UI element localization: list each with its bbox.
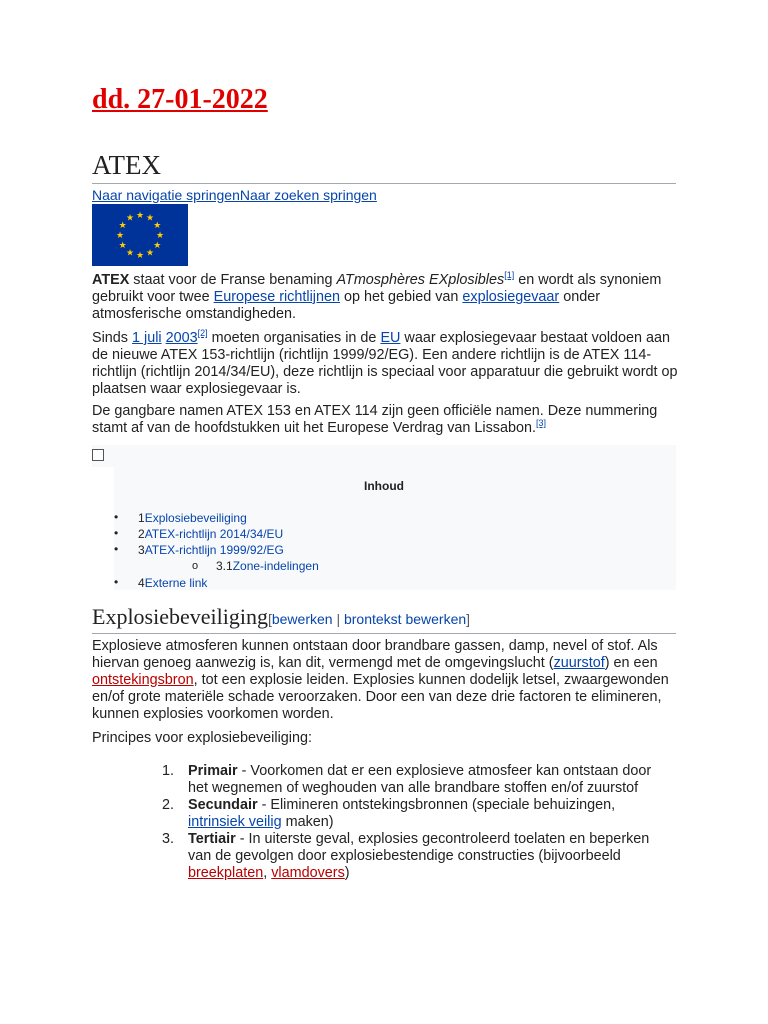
separator: , bbox=[263, 865, 272, 881]
list-number: 1. bbox=[162, 763, 175, 779]
ontstekingsbron-link[interactable]: ontstekingsbron bbox=[92, 672, 194, 688]
toc-num: 3.1 bbox=[216, 559, 233, 573]
text: , tot een explosie leiden. Explosies kunnen dodelijk letsel, zwaargewonden en/of grote materiële schade veroorzaken. Door een van deze drie factoren te elimineren, kunnen explosies voorkomen worden. bbox=[92, 672, 669, 722]
flag-star-icon: ★ bbox=[125, 212, 135, 223]
flag-star-icon: ★ bbox=[145, 247, 155, 258]
list-text: - In uiterste geval, explosies gecontroleerd toelaten en beperken van de gevolgen door explosiebestendige constructies (bijvoorbeeld bbox=[188, 831, 650, 864]
text: Explosieve atmosferen kunnen ontstaan door brandbare gassen, damp, nevel of stof. Als hiervan genoeg aanwezig is, kan dit, vermengd met de omgevingslucht ( bbox=[92, 638, 658, 671]
list-number: 2. bbox=[162, 797, 175, 813]
list-number: 3. bbox=[162, 831, 175, 847]
table-of-contents bbox=[92, 445, 676, 590]
ref-3-link[interactable]: [3] bbox=[536, 418, 547, 429]
jump-to-search-link[interactable]: Naar zoeken springen bbox=[239, 187, 377, 203]
ref-2-link[interactable]: [2] bbox=[197, 328, 208, 339]
toc-num: 1 bbox=[138, 511, 145, 525]
eu-flag-stars bbox=[92, 204, 188, 266]
section-paragraph-1 bbox=[92, 638, 682, 723]
europese-richtlijnen-link[interactable]: Europese richtlijnen bbox=[213, 289, 340, 305]
list-text: - Voorkomen dat er een explosieve atmosfeer kan ontstaan door het wegnemen of weghouden van alle brandbare stoffen en/of zuurstof bbox=[188, 763, 652, 796]
flag-star-icon: ★ bbox=[135, 210, 145, 220]
eu-link[interactable]: EU bbox=[380, 330, 401, 346]
list-text: maken) bbox=[281, 814, 334, 830]
text: staat voor de Franse benaming bbox=[129, 272, 337, 288]
bullet-icon: • bbox=[114, 510, 119, 524]
toc-label: ATEX-richtlijn 1999/92/EG bbox=[144, 543, 284, 557]
1-juli-link[interactable]: 1 juli bbox=[132, 330, 162, 346]
list-item-secundair bbox=[92, 797, 658, 831]
french-term: ATmosphères EXplosibles bbox=[336, 272, 505, 288]
flag-star-icon: ★ bbox=[155, 230, 165, 240]
text: De gangbare namen ATEX 153 en ATEX 114 zijn geen officiële namen. Deze nummering stamt af van de hoofdstukken uit het Europese Verdrag van Lissabon. bbox=[92, 403, 658, 436]
bracket: ] bbox=[466, 611, 471, 627]
list-term: Secundair bbox=[188, 797, 258, 813]
toc-label: Explosiebeveiliging bbox=[144, 511, 247, 525]
explosiegevaar-link[interactable]: explosiegevaar bbox=[462, 289, 560, 305]
2003-link[interactable]: 2003 bbox=[165, 330, 198, 346]
principles-list bbox=[92, 763, 682, 882]
toc-item-4[interactable] bbox=[114, 575, 208, 590]
edit-source-link[interactable]: brontekst bewerken bbox=[343, 611, 467, 627]
toc-label: ATEX-richtlijn 2014/34/EU bbox=[144, 527, 284, 541]
bullet-icon: • bbox=[114, 575, 119, 589]
vlamdovers-link[interactable]: vlamdovers bbox=[271, 865, 345, 881]
circle-bullet-icon: o bbox=[192, 560, 199, 572]
flag-star-icon: ★ bbox=[153, 240, 162, 250]
list-item-primair bbox=[92, 763, 658, 797]
toc-num: 2 bbox=[138, 527, 145, 541]
flag-star-icon: ★ bbox=[135, 250, 145, 260]
intro-paragraph-3 bbox=[92, 403, 682, 437]
text: en wordt als synoniem gebruikt voor twee bbox=[92, 272, 662, 305]
flag-star-icon: ★ bbox=[115, 230, 125, 240]
toc-item-3[interactable] bbox=[114, 542, 284, 557]
flag-star-icon: ★ bbox=[118, 220, 127, 230]
intrinsiek-veilig-link[interactable]: intrinsiek veilig bbox=[188, 814, 282, 830]
edit-link[interactable]: bewerken bbox=[271, 611, 333, 627]
toc-item-3-1[interactable] bbox=[192, 559, 319, 573]
bullet-icon: • bbox=[114, 542, 119, 556]
edit-links bbox=[268, 611, 470, 627]
eu-flag-image bbox=[92, 204, 188, 266]
section-paragraph-2: Principes voor explosiebeveiliging: bbox=[92, 730, 312, 746]
toc-num: 4 bbox=[138, 576, 145, 590]
toc-label: Zone-indelingen bbox=[232, 559, 319, 573]
text: onder atmosferische omstandigheden. bbox=[92, 289, 601, 322]
intro-paragraph-1 bbox=[92, 272, 682, 323]
toc-label: Externe link bbox=[144, 576, 208, 590]
flag-star-icon: ★ bbox=[118, 240, 127, 250]
list-item-tertiair bbox=[92, 831, 658, 882]
toc-item-1[interactable] bbox=[114, 510, 247, 525]
list-term: Primair bbox=[188, 763, 238, 779]
section-heading-explosiebeveiliging bbox=[92, 604, 676, 634]
heading-text: Explosiebeveiliging bbox=[92, 604, 268, 629]
list-text: ) bbox=[344, 865, 350, 881]
flag-star-icon: ★ bbox=[145, 212, 155, 223]
bracket: [ bbox=[267, 611, 272, 627]
page-title: ATEX bbox=[92, 150, 676, 184]
bullet-icon: • bbox=[114, 526, 119, 540]
zuurstof-link[interactable]: zuurstof bbox=[553, 655, 605, 671]
toc-num: 3 bbox=[138, 543, 145, 557]
text: ) en een bbox=[604, 655, 658, 671]
ref-1-link[interactable]: [1] bbox=[504, 270, 515, 281]
separator: | bbox=[332, 611, 344, 627]
jump-links bbox=[92, 187, 377, 203]
breekplaten-link[interactable]: breekplaten bbox=[188, 865, 264, 881]
toc-item-2[interactable] bbox=[114, 526, 284, 541]
jump-to-navigation-link[interactable]: Naar navigatie springen bbox=[92, 187, 240, 203]
text: moeten organisaties in de bbox=[207, 330, 381, 346]
text: Sinds bbox=[92, 330, 132, 346]
flag-star-icon: ★ bbox=[125, 247, 135, 258]
intro-paragraph-2 bbox=[92, 330, 682, 398]
toc-toggle-checkbox[interactable] bbox=[92, 449, 104, 461]
text: op het gebied van bbox=[339, 289, 463, 305]
toc-title: Inhoud bbox=[364, 479, 404, 493]
term-atex: ATEX bbox=[92, 272, 130, 288]
list-text: - Elimineren ontstekingsbronnen (speciale behuizingen, bbox=[257, 797, 616, 813]
text: waar explosiegevaar bestaat voldoen aan de nieuwe ATEX 153-richtlijn (richtlijn 1999/92/EG). Een andere richtlijn is de ATEX 114-richtlijn (richtlijn 2014/34/EU), deze richtlijn is speciaal voor apparatuur die gebruikt wordt op plaatsen waar explosiegevaar is. bbox=[92, 330, 678, 397]
list-term: Tertiair bbox=[188, 831, 236, 847]
page-date: dd. 27-01-2022 bbox=[92, 84, 268, 115]
flag-star-icon: ★ bbox=[153, 220, 162, 230]
